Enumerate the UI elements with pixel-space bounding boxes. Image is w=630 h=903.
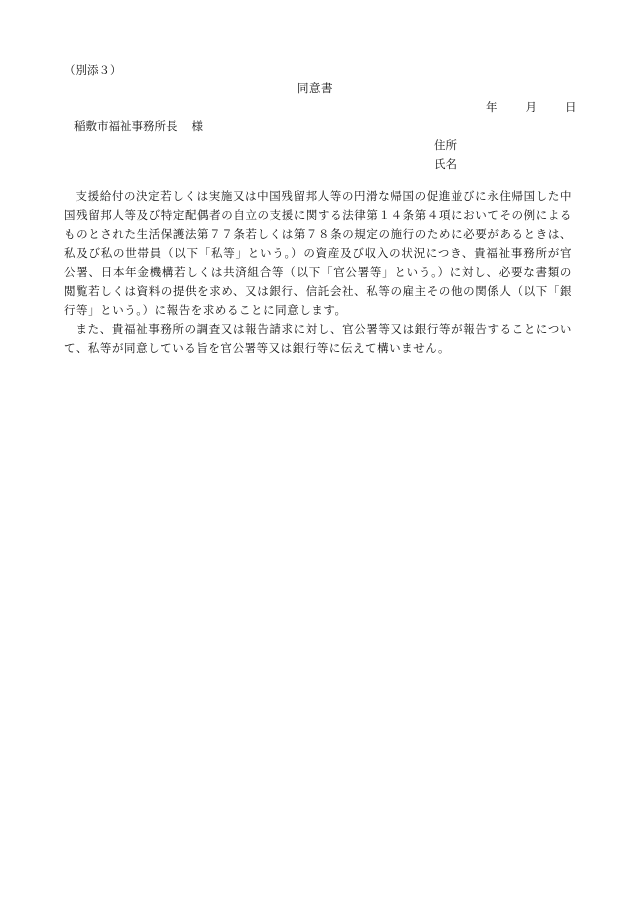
date-line [486,99,577,115]
consent-paragraph: また、貴福祉事務所の調査又は報告請求に対し、官公署等又は銀行等が報告することについて、私等が同意している旨を官公署等又は銀行等に伝えて構いません。 [64,322,572,355]
name-label: 氏名 [434,157,457,171]
addressee-name: 稲敷市福祉事務所長 [74,119,178,133]
month-label: 月 [525,100,537,114]
annex-label: （別添３） [64,63,122,77]
consent-paragraph: 支援給付の決定若しくは実施又は中国残留邦人等の円滑な帰国の促進並びに永住帰国した中国残留邦人等及び特定配偶者の自立の支援に関する法律第１４条第４項においてその例によるものとされた生活保護法第７７条若しくは第７８条の規定の施行のために必要があるときは、私及び私の世帯員（以下「私等」という。）の資産及び収入の状況につき、貴福祉事務所が官公署、日本年金機構若しくは共済組合等（以下「官公署等」という。）に対し、必要な書類の閲覧若しくは資料の提供を求め、又は銀行、信託会社、私等の雇主その他の関係人（以下「銀行等」という。）に報告を求めることに同意します。 [64,189,572,317]
year-label: 年 [486,100,498,114]
address-label: 住所 [434,138,457,152]
addressee [74,118,203,134]
document-title: 同意書 [297,81,333,95]
addressee-honorific: 様 [191,119,203,133]
consent-body [64,187,572,358]
day-label: 日 [565,100,577,114]
